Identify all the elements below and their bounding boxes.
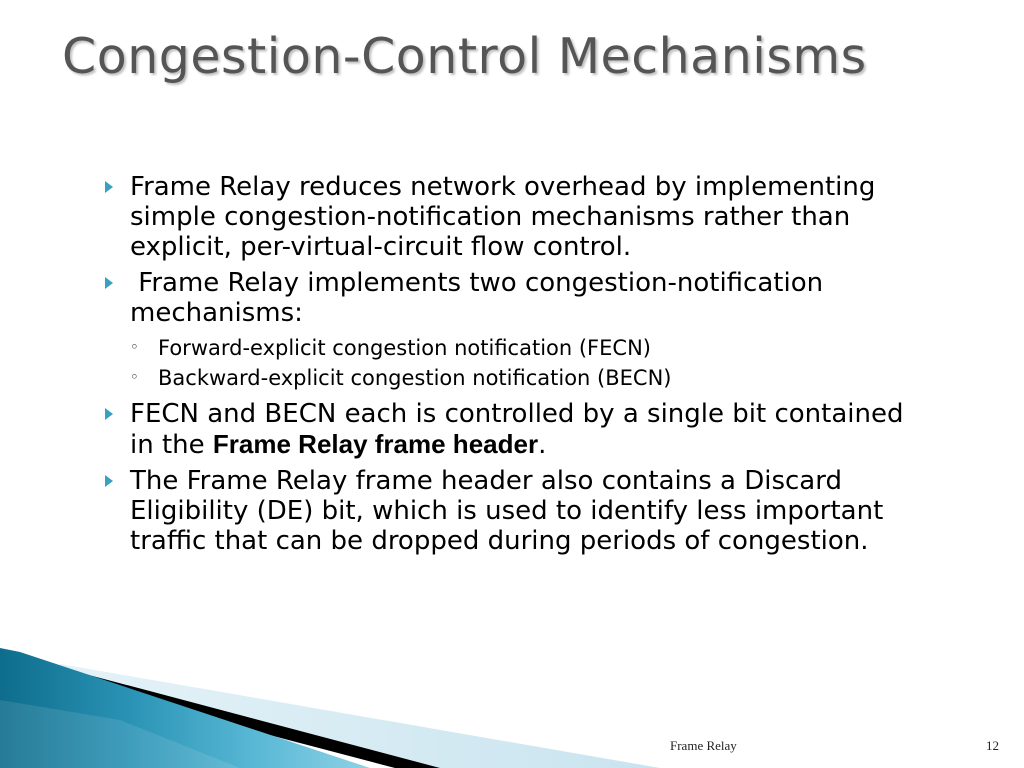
- bullet-text: Frame Relay implements two congestion-notification mechanisms:: [130, 268, 824, 328]
- sub-bullet-item: [100, 364, 930, 393]
- bullet-item: [100, 172, 930, 262]
- sub-bullet-item: [100, 334, 930, 363]
- page-number: 12: [986, 738, 999, 753]
- pale-stripe: [40, 664, 660, 768]
- bullet-item: [100, 466, 930, 556]
- sub-bullet-text: Forward-explicit congestion notification (FECN): [158, 336, 651, 360]
- bullet-text: Frame Relay reduces network overhead by implementing simple congestion-notification mechanisms rather than explicit, per-virtual-circuit flow control.: [130, 172, 876, 262]
- triangle-right-icon: [100, 274, 118, 292]
- bullet-text-part: FECN and BECN each is controlled by a single bit contained in the: [130, 399, 904, 460]
- bullet-list: [100, 172, 930, 562]
- black-stripe: [30, 662, 440, 768]
- bold-phrase: Frame Relay frame header: [212, 429, 539, 459]
- sub-bullet-text: Backward-explicit congestion notification (BECN): [158, 366, 672, 390]
- bullet-item: [100, 399, 930, 460]
- bullet-item: [100, 268, 930, 328]
- teal-band: [0, 648, 370, 768]
- triangle-right-icon: [100, 178, 118, 196]
- bullet-text: The Frame Relay frame header also contains a Discard Eligibility (DE) bit, which is used to identify less important traffic that can be dropped during periods of congestion.: [130, 466, 884, 556]
- triangle-right-icon: [100, 405, 118, 423]
- footer-title: Frame Relay: [670, 738, 737, 753]
- hollow-circle-icon: ◦: [130, 338, 139, 356]
- triangle-right-icon: [100, 472, 118, 490]
- band-highlight: [0, 700, 240, 768]
- slide-title: Congestion-Control Mechanisms: [62, 28, 867, 85]
- hollow-circle-icon: ◦: [130, 368, 139, 386]
- bullet-text-part: .: [538, 430, 547, 460]
